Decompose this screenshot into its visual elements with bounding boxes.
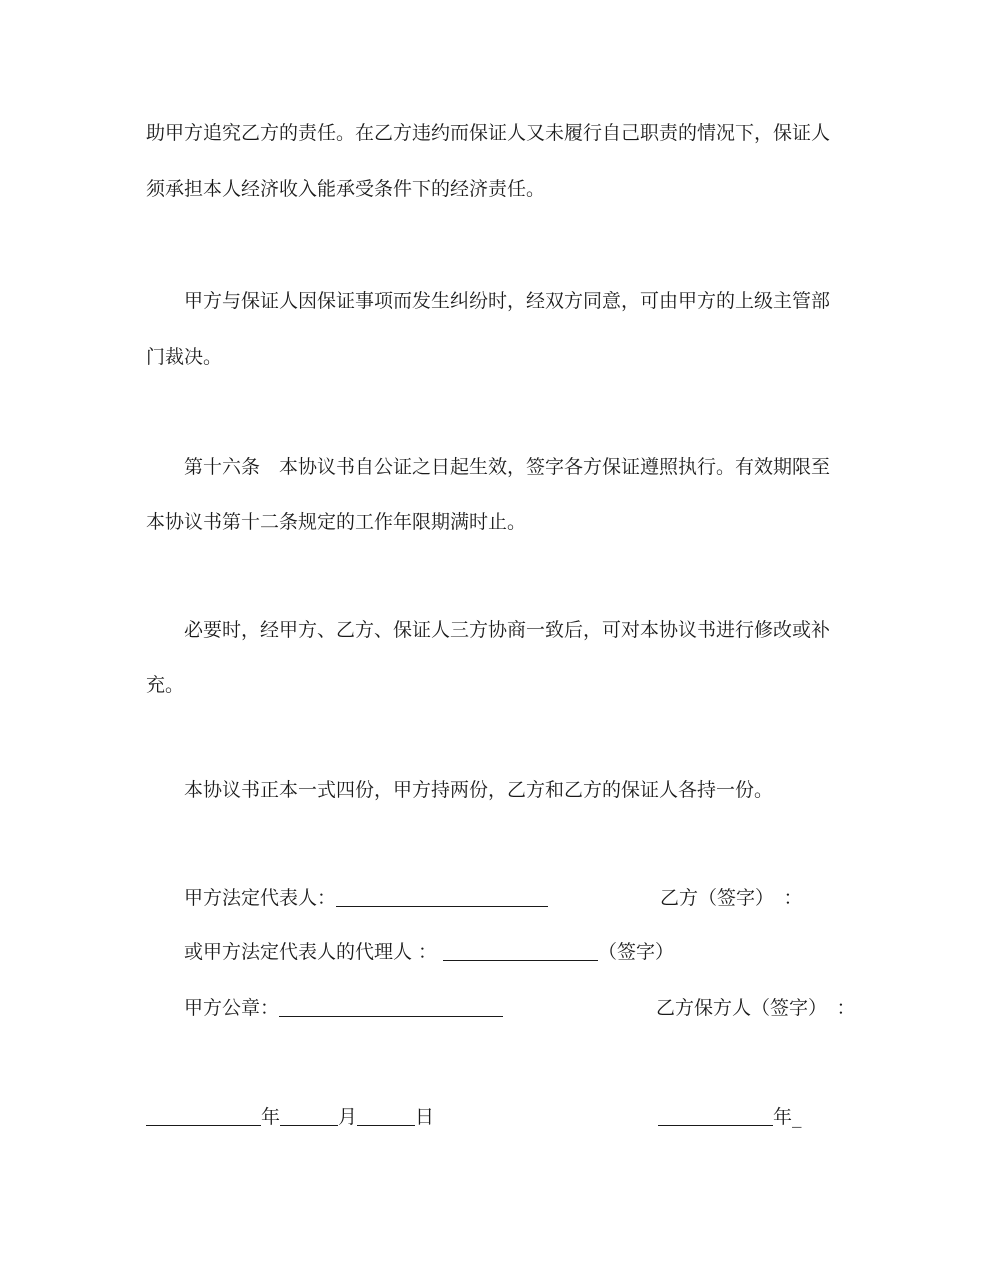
year-label: 年: [261, 1106, 281, 1128]
paragraph-3-line-1: 第十六条 本协议书自公证之日起生效，签字各方保证遵照执行。有效期限至: [184, 456, 831, 478]
party-a-agent-sign-suffix: （签字）: [598, 941, 675, 963]
party-a-seal-row: [184, 996, 503, 1020]
year-blank[interactable]: [146, 1107, 261, 1126]
party-a-rep-blank[interactable]: [336, 888, 548, 907]
party-a-rep-row: [184, 886, 548, 910]
year-right-blank[interactable]: [658, 1107, 773, 1126]
party-b-sign-label: 乙方（签字） ：: [660, 887, 803, 909]
paragraph-3-line-2: 本协议书第十二条规定的工作年限期满时止。: [146, 511, 527, 533]
year-right-label: 年_: [773, 1106, 802, 1128]
paragraph-5-line-1: 本协议书正本一式四份，甲方持两份，乙方和乙方的保证人各持一份。: [184, 779, 774, 801]
party-a-seal-blank[interactable]: [279, 998, 503, 1017]
paragraph-2-line-1: 甲方与保证人因保证事项而发生纠纷时，经双方同意，可由甲方的上级主管部: [184, 290, 831, 312]
party-a-seal-label: 甲方公章：: [184, 997, 280, 1019]
date-left-row: [146, 1105, 434, 1129]
day-blank[interactable]: [357, 1107, 415, 1126]
paragraph-4-line-1: 必要时，经甲方、乙方、保证人三方协商一致后，可对本协议书进行修改或补: [184, 619, 831, 641]
paragraph-1-line-1: 助甲方追究乙方的责任。在乙方违约而保证人又未履行自己职责的情况下，保证人: [146, 122, 831, 144]
party-b-guarantor-label: 乙方保方人（签字） ：: [656, 997, 856, 1019]
party-a-agent-label: 或甲方法定代表人的代理人 ：: [184, 941, 438, 963]
paragraph-2-line-2: 门裁决。: [146, 346, 223, 368]
party-a-rep-label: 甲方法定代表人：: [184, 887, 337, 909]
party-a-agent-row: [184, 940, 674, 964]
month-blank[interactable]: [280, 1107, 338, 1126]
date-right-row: [658, 1105, 802, 1129]
party-a-agent-blank[interactable]: [443, 942, 598, 961]
paragraph-1-line-2: 须承担本人经济收入能承受条件下的经济责任。: [146, 178, 546, 200]
paragraph-4-line-2: 充。: [146, 674, 185, 696]
day-label: 日: [415, 1106, 435, 1128]
month-label: 月: [338, 1106, 358, 1128]
